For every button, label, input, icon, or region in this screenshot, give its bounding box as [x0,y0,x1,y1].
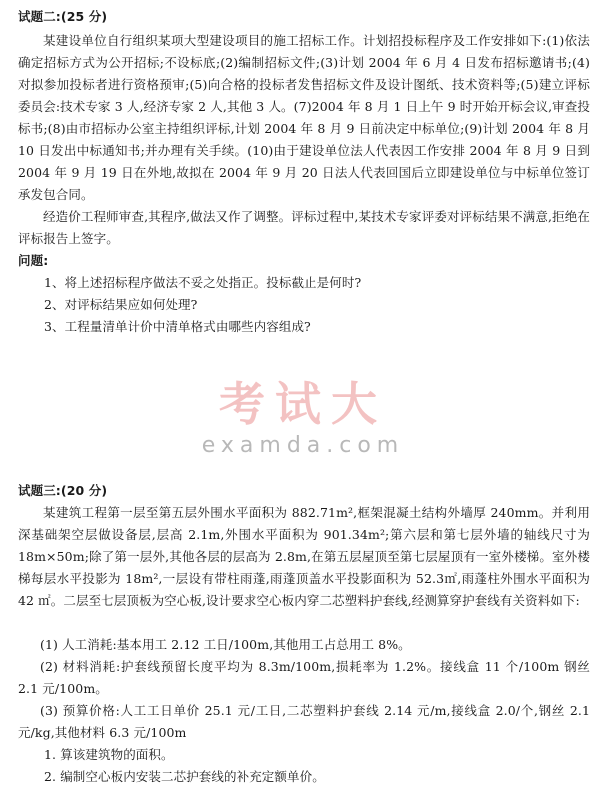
question-3-scenario: 某建筑工程第一层至第五层外围水平面积为 882.71m²,框架混凝土结构外墙厚 240mm。并利用深基础架空层做设备层,层高 2.1m,外围水平面积为 901.34m²;第六层和第七层外墙的轴线尺寸为 18m×50m;除了第一层外,其他各层的层高为 2.8m,在第五层屋顶至第七层屋顶有一室外楼梯。室外楼梯每层水平投影为 18m²,一层设有带柱雨蓬,雨蓬顶盖水平投影面积为 52.3㎡,雨蓬柱外围水平面积为 42 ㎡。二层至七层顶板为空心板,设计要求空心板内穿二芯塑料护套线,经测算穿护套线有关资料如下: [18,505,590,608]
question-3-heading: 试题三:(20 分) [18,483,108,498]
question-2-scenario: 某建设单位自行组织某项大型建设项目的施工招标工作。计划招投标程序及工作安排如下:(1)依法确定招标方式为公开招标;不设标底;(2)编制招标文件;(3)计划 2004 年 6 月 4 日发布招标邀请书;(4)对拟参加投标者进行资格预审;(5)向合格的投标者发售招标文件及设计图纸、技术资料等;(5)建立评标委员会:技术专家 3 人,经济专家 2 人,其他 3 人。(7)2004 年 8 月 1 日上午 9 时开始开标会议,审查投标书;(8)由市招标办公室主持组织评标,计划 2004 年 8 月 9 日前决定中标单位;(9)计划 2004 年 8 月 10 日发出中标通知书;并办理有关手续。(10)由于建设单位法人代表因工作安排 2004 年 8 月 9 日到 2004 年 9 月 19 日在外地,故拟在 2004 年 9 月 20 日法人代表回国后立即建设单位与中标单位签订承发包合同。 [18,33,590,202]
question-3-question-2: 2. 编制空心板内安装二芯护套线的补充定额单价。 [44,769,325,784]
question-3-data-item-2: (2) 材料消耗:护套线预留长度平均为 8.3m/100m,损耗率为 1.2%。接线盒 11 个/100m 钢丝 2.1 元/100m。 [18,659,590,696]
question-3-data-item-3: (3) 预算价格:人工工日单价 25.1 元/工日,二芯塑料护套线 2.14 元/m,接线盒 2.0/个,钢丝 2.1 元/kg,其他材料 6.3 元/100m [18,703,590,740]
question-2-item-2: 2、对评标结果应如何处理? [44,297,198,312]
question-3-data-item-1: (1) 人工消耗:基本用工 2.12 工日/100m,其他用工占总用工 8%。 [40,637,411,652]
question-3-question-1: 1. 算该建筑物的面积。 [44,747,174,762]
question-2-item-1: 1、将上述招标程序做法不妥之处指正。投标截止是何时? [44,275,362,290]
question-2-heading: 试题二:(25 分) [18,9,108,24]
question-2-questions-label: 问题: [18,253,49,268]
question-2-adjustment: 经造价工程师审查,其程序,做法又作了调整。评标过程中,某技术专家评委对评标结果不满意,拒绝在评标报告上签字。 [18,209,590,246]
question-2-item-3: 3、工程量清单计价中清单格式由哪些内容组成? [44,319,311,334]
watermark-logo-en: examda.com [201,433,405,458]
watermark-logo-cn: 考试大 [219,377,387,431]
